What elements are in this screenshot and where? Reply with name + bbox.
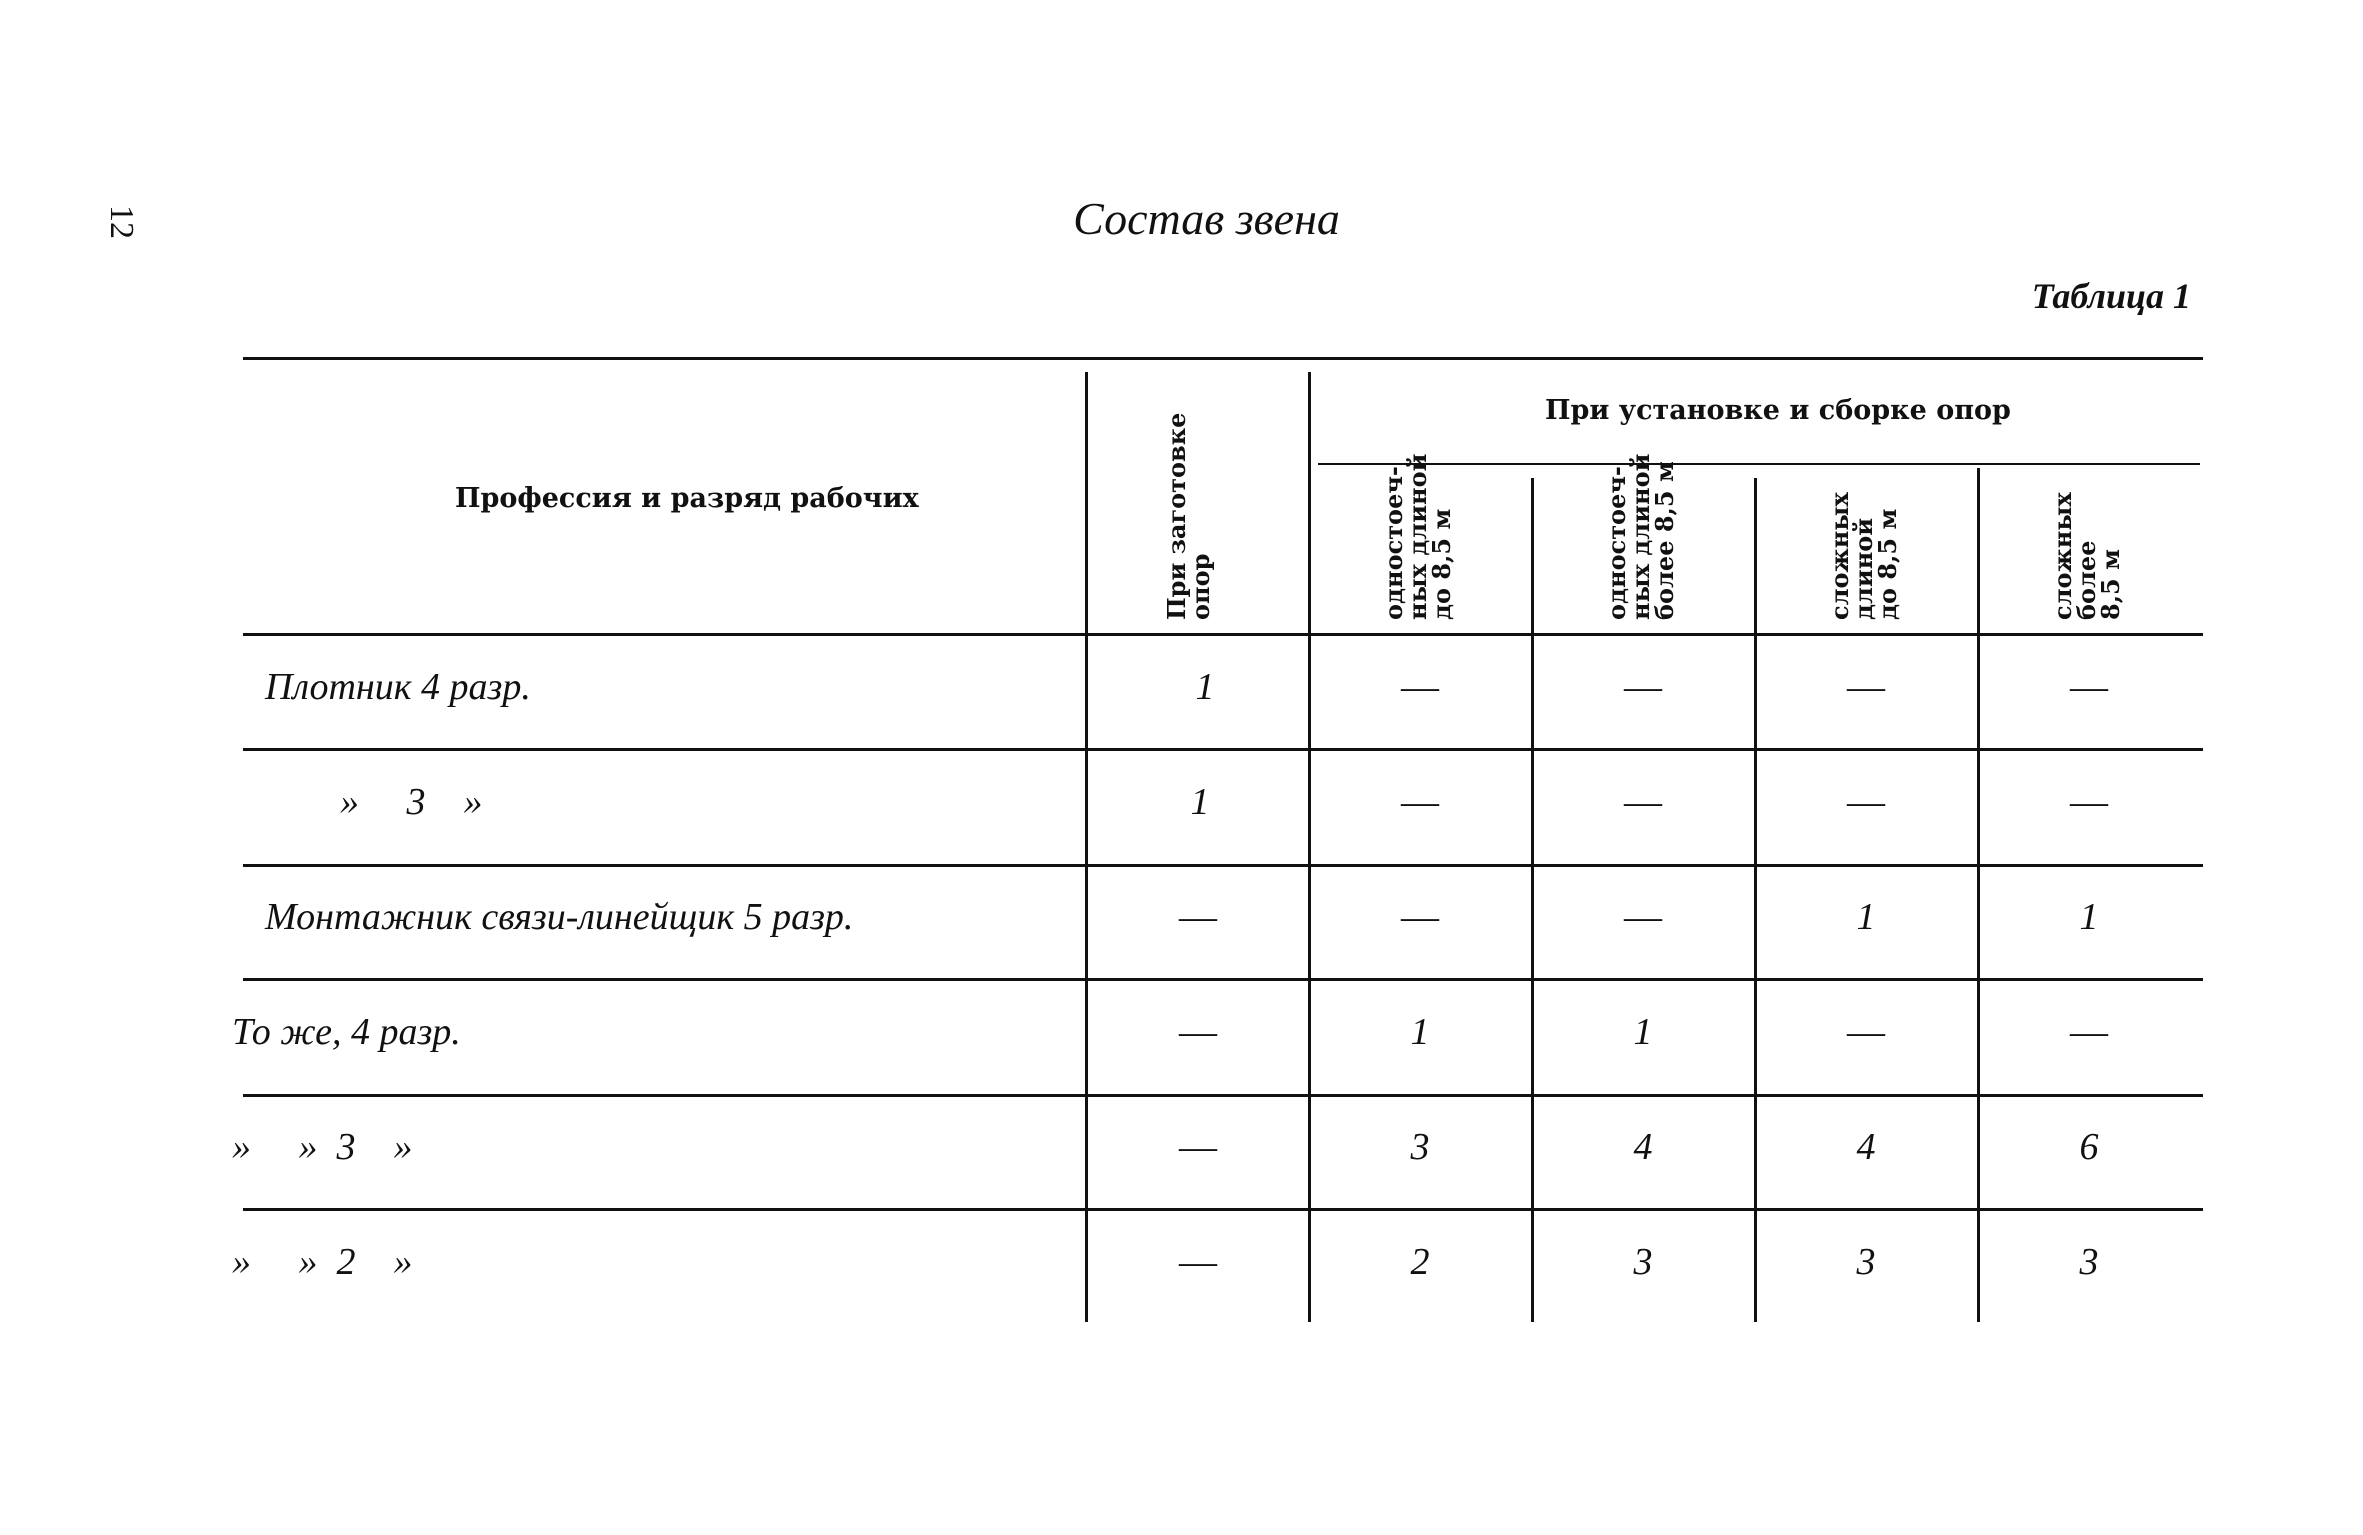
row-value: — (1401, 781, 1439, 823)
row-rule (243, 978, 2203, 981)
column-rule (1085, 372, 1088, 1322)
row-value: — (1179, 1011, 1217, 1053)
row-value: 1 (1190, 781, 1210, 823)
row-value: — (2070, 781, 2108, 823)
row-value: — (1624, 781, 1662, 823)
row-label: Плотник 4 разр. (265, 666, 531, 708)
header-profession: Профессия и разряд рабочих (455, 483, 919, 514)
row-value: — (1847, 781, 1885, 823)
header-sub-complex-long: сложных более 8,5 м (2048, 492, 2125, 620)
header-sub-single-short: одностоеч- ных длиной до 8,5 м (1379, 453, 1456, 620)
row-value: — (1847, 1011, 1885, 1053)
row-value: 1 (1195, 666, 1215, 708)
header-preparation: При заготовке опор (1162, 412, 1215, 620)
header-sub-complex-short: сложных длиной до 8,5 м (1825, 492, 1902, 620)
row-value: 3 (2079, 1241, 2099, 1283)
table-label: Таблица 1 (2031, 276, 2191, 316)
row-value: — (1401, 896, 1439, 938)
row-value: — (1179, 1241, 1217, 1283)
row-label: » » 2 » (232, 1241, 413, 1283)
row-rule (243, 1208, 2203, 1211)
row-value: 1 (1410, 1011, 1430, 1053)
row-label: » 3 » (340, 781, 483, 823)
row-rule (243, 748, 2203, 751)
page-number: 12 (103, 205, 140, 239)
column-rule (1308, 372, 1311, 1322)
row-value: 4 (1856, 1126, 1876, 1168)
row-value: 3 (1633, 1241, 1653, 1283)
row-value: 4 (1633, 1126, 1653, 1168)
row-value: 3 (1856, 1241, 1876, 1283)
row-value: — (1179, 896, 1217, 938)
row-value: — (2070, 1011, 2108, 1053)
row-value: 2 (1410, 1241, 1430, 1283)
row-label: Монтажник связи-линейщик 5 разр. (265, 896, 854, 938)
row-value: — (1624, 666, 1662, 708)
header-sub-single-long: одностоеч- ных длиной более 8,5 м (1602, 453, 1679, 620)
row-value: — (1179, 1126, 1217, 1168)
row-value: 1 (1633, 1011, 1653, 1053)
header-installation-group: При установке и сборке опор (1545, 395, 2011, 426)
row-rule (243, 1094, 2203, 1097)
row-value: 6 (2079, 1126, 2099, 1168)
header-bottom-rule (243, 633, 2203, 636)
row-value: 3 (1410, 1126, 1430, 1168)
row-value: — (1847, 666, 1885, 708)
row-label: » » 3 » (232, 1126, 413, 1168)
row-value: 1 (2079, 896, 2099, 938)
row-label: То же, 4 разр. (232, 1011, 461, 1053)
row-value: 1 (1856, 896, 1876, 938)
row-rule (243, 864, 2203, 867)
page-title: Состав звена (1073, 193, 1340, 244)
row-value: — (2070, 666, 2108, 708)
table-top-rule (243, 357, 2203, 360)
row-value: — (1401, 666, 1439, 708)
row-value: — (1624, 896, 1662, 938)
